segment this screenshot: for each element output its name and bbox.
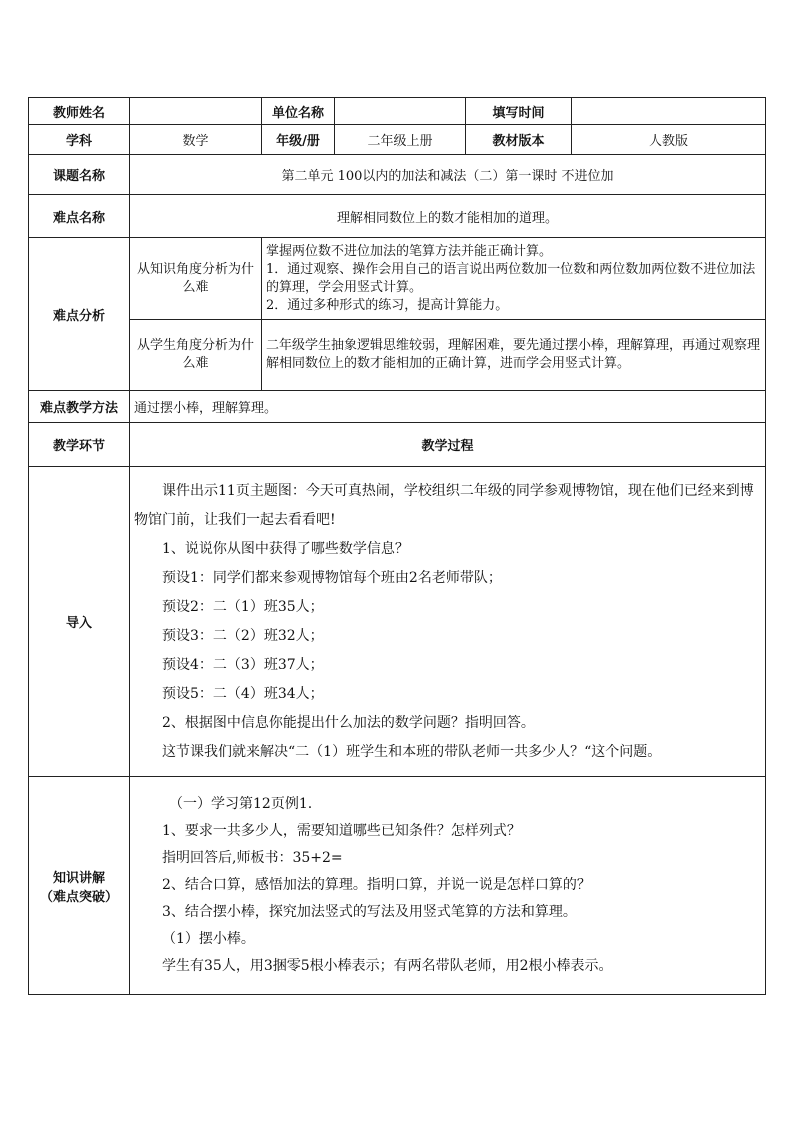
knowledge-row [29, 777, 766, 995]
intro-row [29, 467, 766, 777]
method-row [29, 391, 766, 423]
process-title: 教学过程 [130, 423, 766, 467]
edition-label: 教材版本 [466, 125, 572, 155]
header-row [29, 98, 766, 125]
knowledge-paragraph: 2、结合口算，感悟加法的算理。指明口算，并说一说是怎样口算的？ [162, 877, 591, 893]
intro-paragraph: 2、根据图中信息你能提出什么加法的数学问题？指明回答。 [162, 714, 535, 731]
intro-paragraph: 预设3：二（2）班32人； [162, 627, 324, 644]
knowledge-angle-label: 从知识角度分析为什么难 [130, 238, 262, 320]
subject-value: 数学 [130, 125, 262, 155]
knowledge-angle-text [262, 238, 766, 320]
grade-label: 年级/册 [262, 125, 335, 155]
intro-label: 导入 [29, 467, 130, 777]
intro-paragraph: 这节课我们就来解决“二（1）班学生和本班的带队老师一共多少人？“这个问题。 [162, 743, 662, 760]
subject-label: 学科 [29, 125, 130, 155]
method-label: 难点教学方法 [29, 391, 130, 423]
fill-date-value [572, 98, 766, 125]
student-angle-label: 从学生角度分析为什么难 [130, 320, 262, 391]
intro-paragraph: 课件出示11页主题图：今天可真热闹，学校组织二年级的同学参观博物馆，现在他们已经来到博物馆门前，让我们一起去看看吧! [134, 482, 754, 528]
subject-row [29, 125, 766, 155]
unit-name-value [335, 98, 466, 125]
intro-paragraph: 预设5：二（4）班34人； [162, 685, 324, 702]
difficulty-label: 难点名称 [29, 195, 130, 238]
fill-date-label: 填写时间 [466, 98, 572, 125]
topic-label: 课题名称 [29, 155, 130, 195]
knowledge-paragraph: （1）摆小棒。 [162, 931, 255, 947]
intro-paragraph: 预设4：二（3）班37人； [162, 656, 324, 673]
analysis-label: 难点分析 [29, 238, 130, 391]
knowledge-label-line1: 知识讲解 [52, 870, 105, 886]
teacher-name-value [130, 98, 262, 125]
knowledge-line: 1．通过观察、操作会用自己的语言说出两位数加一位数和两位数加两位数不进位加法的算理，学会用竖式计算。 [266, 261, 756, 295]
lesson-plan-table [28, 97, 766, 995]
knowledge-content [130, 777, 766, 995]
edition-value: 人教版 [572, 125, 766, 155]
grade-value: 二年级上册 [335, 125, 466, 155]
process-header-row [29, 423, 766, 467]
analysis-knowledge-row [29, 238, 766, 320]
knowledge-paragraph: 指明回答后,师板书：35+2= [162, 850, 343, 866]
knowledge-label-line2: （难点突破） [39, 889, 118, 905]
knowledge-paragraph: 1、要求一共多少人，需要知道哪些已知条件？怎样列式？ [162, 823, 521, 839]
difficulty-row [29, 195, 766, 238]
knowledge-line: 2．通过多种形式的练习，提高计算能力。 [266, 297, 509, 313]
intro-paragraph: 预设2：二（1）班35人； [162, 598, 324, 615]
knowledge-paragraph: 3、结合摆小棒，探究加法竖式的写法及用竖式笔算的方法和算理。 [162, 904, 577, 920]
student-angle-text: 二年级学生抽象逻辑思维较弱，理解困难，要先通过摆小棒，理解算理，再通过观察理解相同数位上的数才能相加的正确计算，进而学会用竖式计算。 [262, 320, 766, 391]
analysis-student-row [29, 320, 766, 391]
unit-name-label: 单位名称 [262, 98, 335, 125]
intro-paragraph: 预设1：同学们都来参观博物馆每个班由2名老师带队； [162, 569, 502, 586]
topic-value: 第二单元 100以内的加法和减法（二）第一课时 不进位加 [130, 155, 766, 195]
intro-content [130, 467, 766, 777]
knowledge-paragraph: （一）学习第12页例1. [169, 796, 313, 812]
method-value: 通过摆小棒，理解算理。 [130, 391, 766, 423]
intro-paragraph: 1、说说你从图中获得了哪些数学信息？ [162, 540, 409, 557]
teacher-name-label: 教师姓名 [29, 98, 130, 125]
knowledge-section-label [29, 777, 130, 995]
knowledge-paragraph: 学生有35人，用3捆零5根小棒表示；有两名带队老师，用2根小棒表示。 [162, 958, 613, 974]
knowledge-line: 掌握两位数不进位加法的笔算方法并能正确计算。 [266, 243, 553, 259]
difficulty-value: 理解相同数位上的数才能相加的道理。 [130, 195, 766, 238]
process-stage-label: 教学环节 [29, 423, 130, 467]
topic-row [29, 155, 766, 195]
